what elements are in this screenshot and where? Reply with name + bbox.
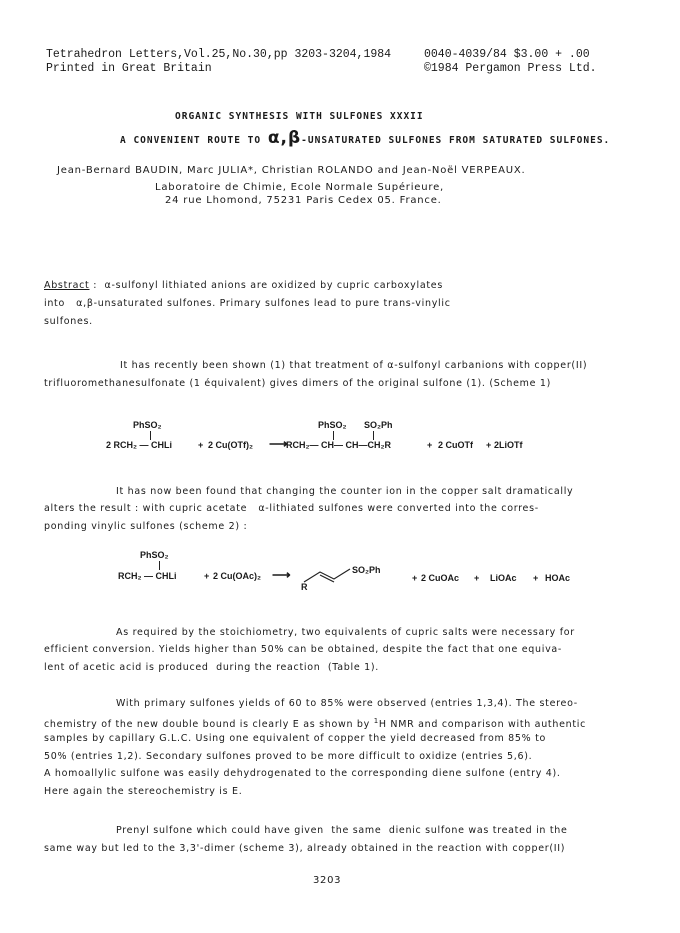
para1-line-1: It has recently been shown (1) that treatment of α-sulfonyl carbanions with copper(II) xyxy=(120,360,588,371)
issn-price: 0040-4039/84 $3.00 + .00 xyxy=(424,48,590,61)
para4-line-6: Here again the stereochemistry is E. xyxy=(44,786,243,797)
scheme1-byproduct-1: 2 CuOTf xyxy=(438,440,473,450)
scheme2-byproduct-3: HOAc xyxy=(545,573,571,583)
scheme1-top-r1: PhSO₂ xyxy=(318,420,347,430)
scheme2-left: RCH₂ — CHLi xyxy=(118,571,177,581)
scheme2-byproduct-1: 2 CuOAc xyxy=(421,573,460,583)
printed-in: Printed in Great Britain xyxy=(46,62,212,75)
scheme1-top-left: PhSO₂ xyxy=(133,420,162,430)
vinyl-zigzag xyxy=(304,569,350,582)
scheme2-plus-3: + xyxy=(474,573,480,583)
para4-line-5: A homoallylic sulfone was easily dehydrogenated to the corresponding diene sulfone (entry 4). xyxy=(44,768,561,779)
title-line-2-post: -UNSATURATED SULFONES FROM SATURATED SULFONES. xyxy=(301,135,611,146)
abstract-sep: : xyxy=(89,280,105,291)
title-line-1: ORGANIC SYNTHESIS WITH SULFONES XXXII xyxy=(175,111,424,122)
para4-line-2 xyxy=(44,715,586,731)
scheme1-plus-2: + xyxy=(427,440,433,450)
scheme1-top-r2: SO₂Ph xyxy=(364,420,393,430)
scheme1-bond-r1 xyxy=(333,431,334,440)
title-greek: α,β xyxy=(267,128,302,148)
para3-line-3: lent of acetic acid is produced during the reaction (Table 1). xyxy=(44,662,379,673)
scheme2-reagent: 2 Cu(OAc)₂ xyxy=(213,571,262,581)
page-number: 3203 xyxy=(313,875,342,886)
abstract-line-3: sulfones. xyxy=(44,316,93,327)
nmr-superscript: 1 xyxy=(373,717,379,725)
scheme1-left: 2 RCH₂ — CHLi xyxy=(106,440,173,450)
scheme1-byproduct-2: 2LiOTf xyxy=(494,440,523,450)
para3-line-1: As required by the stoichiometry, two equivalents of cupric salts were necessary for xyxy=(116,627,575,638)
scheme1-plus-3: + xyxy=(486,440,492,450)
abstract-label: Abstract xyxy=(44,280,90,291)
para2-line-1: It has now been found that changing the counter ion in the copper salt dramatically xyxy=(116,486,574,497)
scheme2-so2ph: SO₂Ph xyxy=(352,565,381,575)
abstract-line-2: into α,β-unsaturated sulfones. Primary sulfones lead to pure trans-vinylic xyxy=(44,298,451,309)
title-line-2 xyxy=(120,128,610,148)
scheme2-bond-left xyxy=(159,561,160,570)
affiliation-line-2: 24 rue Lhomond, 75231 Paris Cedex 05. France. xyxy=(165,195,442,206)
affiliation-line-1: Laboratoire de Chimie, Ecole Normale Supérieure, xyxy=(155,182,444,193)
scheme2-arrow: ⟶ xyxy=(272,567,291,582)
abstract-text-1: α-sulfonyl lithiated anions are oxidized by cupric carboxylates xyxy=(104,280,443,291)
para4-line-2-post: H NMR and comparison with authentic xyxy=(378,719,587,731)
scheme2-byproduct-2: LiOAc xyxy=(490,573,517,583)
scheme2-top-left: PhSO₂ xyxy=(140,550,169,560)
scheme2-plus-1: + xyxy=(204,571,210,581)
scheme1-bond-r2 xyxy=(373,431,374,440)
para2-line-3: ponding vinylic sulfones (scheme 2) : xyxy=(44,521,248,532)
para4-line-4: 50% (entries 1,2). Secondary sulfones proved to be more difficult to oxidize (entries 5,6). xyxy=(44,751,533,762)
para4-line-2-pre: chemistry of the new double bound is clearly E as shown by xyxy=(44,719,374,731)
para4-line-1: With primary sulfones yields of 60 to 85% were observed (entries 1,3,4). The stereo- xyxy=(116,698,578,709)
authors: Jean-Bernard BAUDIN, Marc JULIA*, Christian ROLANDO and Jean-Noël VERPEAUX. xyxy=(57,165,526,176)
para5-line-2: same way but led to the 3,3'-dimer (scheme 3), already obtained in the reaction with copper(II) xyxy=(44,843,566,854)
scheme2-plus-2: + xyxy=(412,573,418,583)
scheme1-bond-left xyxy=(150,431,151,440)
para5-line-1: Prenyl sulfone which could have given the same dienic sulfone was treated in the xyxy=(116,825,568,836)
scheme2-plus-4: + xyxy=(533,573,539,583)
para2-line-2: alters the result : with cupric acetate α-lithiated sulfones were converted into the corres- xyxy=(44,503,539,514)
scheme1-product: RCH₂— CH— CH—CH₂R xyxy=(286,440,391,450)
para3-line-2: efficient conversion. Yields higher than 50% can be obtained, despite the fact that one equiva- xyxy=(44,644,563,655)
para1-line-2: trifluoromethanesulfonate (1 équivalent) gives dimers of the original sulfone (1). (Scheme 1) xyxy=(44,378,552,389)
scheme1-plus-1: + xyxy=(198,440,204,450)
para4-line-3: samples by capillary G.L.C. Using one equivalent of copper the yield decreased from 85% to xyxy=(44,733,547,744)
scheme2-r-label: R xyxy=(301,582,308,592)
title-line-2-pre: A CONVENIENT ROUTE TO xyxy=(120,135,268,146)
abstract-line-1 xyxy=(44,280,443,292)
scheme1-arrow: ⟶ xyxy=(269,436,288,451)
journal-citation: Tetrahedron Letters,Vol.25,No.30,pp 3203-3204,1984 xyxy=(46,48,392,61)
copyright: ©1984 Pergamon Press Ltd. xyxy=(424,62,597,75)
scheme1-reagent: 2 Cu(OTf)₂ xyxy=(208,440,253,450)
